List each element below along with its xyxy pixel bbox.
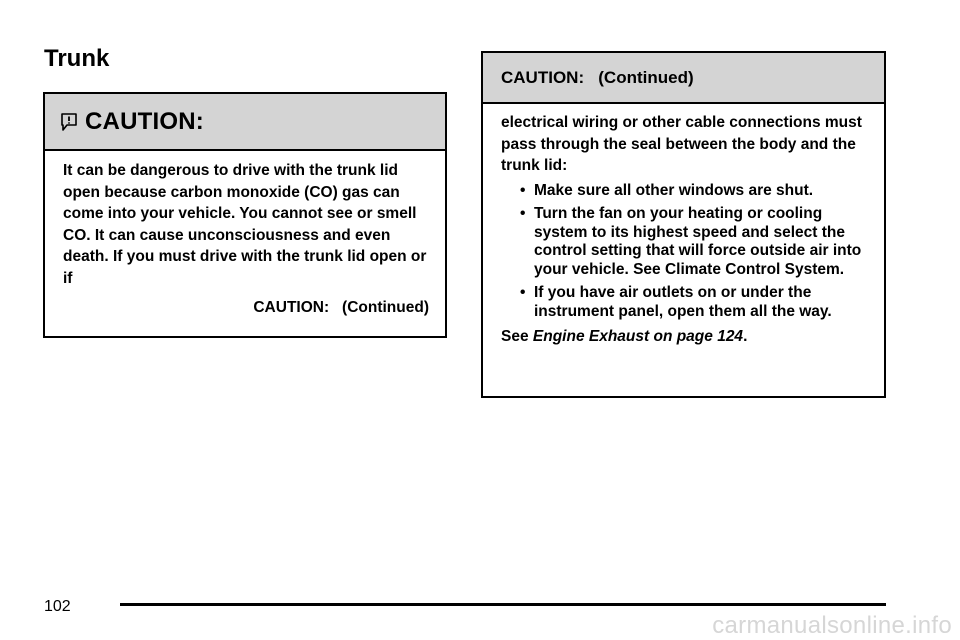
caution-bullet-list — [501, 182, 868, 322]
caution-title: CAUTION: — [85, 107, 204, 135]
bullet-glyph: • — [520, 205, 526, 222]
list-item — [501, 205, 868, 279]
caution-box — [43, 92, 447, 338]
caution-continued-intro: electrical wiring or other cable connections must pass through the seal between the body and the trunk lid: — [501, 114, 862, 174]
see-also-line — [501, 326, 868, 348]
footer-rule — [120, 603, 886, 606]
bullet-glyph: • — [520, 284, 526, 301]
list-item — [501, 284, 868, 321]
caution-header — [45, 94, 445, 151]
caution-body — [45, 151, 445, 319]
see-prefix: See — [501, 328, 533, 345]
watermark: carmanualsonline.info — [712, 612, 952, 639]
bullet-text: If you have air outlets on or under the instrument panel, open them all the way. — [534, 284, 832, 320]
caution-continued-body — [483, 104, 884, 348]
caution-continued-label: CAUTION: (Continued) — [253, 299, 429, 316]
page-number: 102 — [44, 598, 71, 615]
bullet-glyph: • — [520, 181, 526, 199]
bullet-text: Turn the fan on your heating or cooling system to its highest speed and select the control setting that will force outside air into your vehicle. See Climate Control System. — [534, 205, 862, 278]
bullet-text: Make sure all other windows are shut. — [534, 181, 814, 199]
section-title: Trunk — [44, 45, 110, 72]
see-suffix: . — [743, 328, 748, 345]
caution-icon — [59, 112, 79, 132]
caution-continued-title: CAUTION: (Continued) — [501, 67, 694, 87]
caution-continued-box — [481, 51, 886, 398]
see-also-reference: Engine Exhaust on page 124 — [532, 328, 744, 345]
caution-text: It can be dangerous to drive with the trunk lid open because carbon monoxide (CO) gas can come into your vehicle. You cannot see or smell CO. It can cause unconsciousness and even death. If you must drive with the trunk lid open or if — [63, 162, 427, 287]
list-item — [501, 182, 868, 201]
caution-continued-header — [483, 53, 884, 104]
